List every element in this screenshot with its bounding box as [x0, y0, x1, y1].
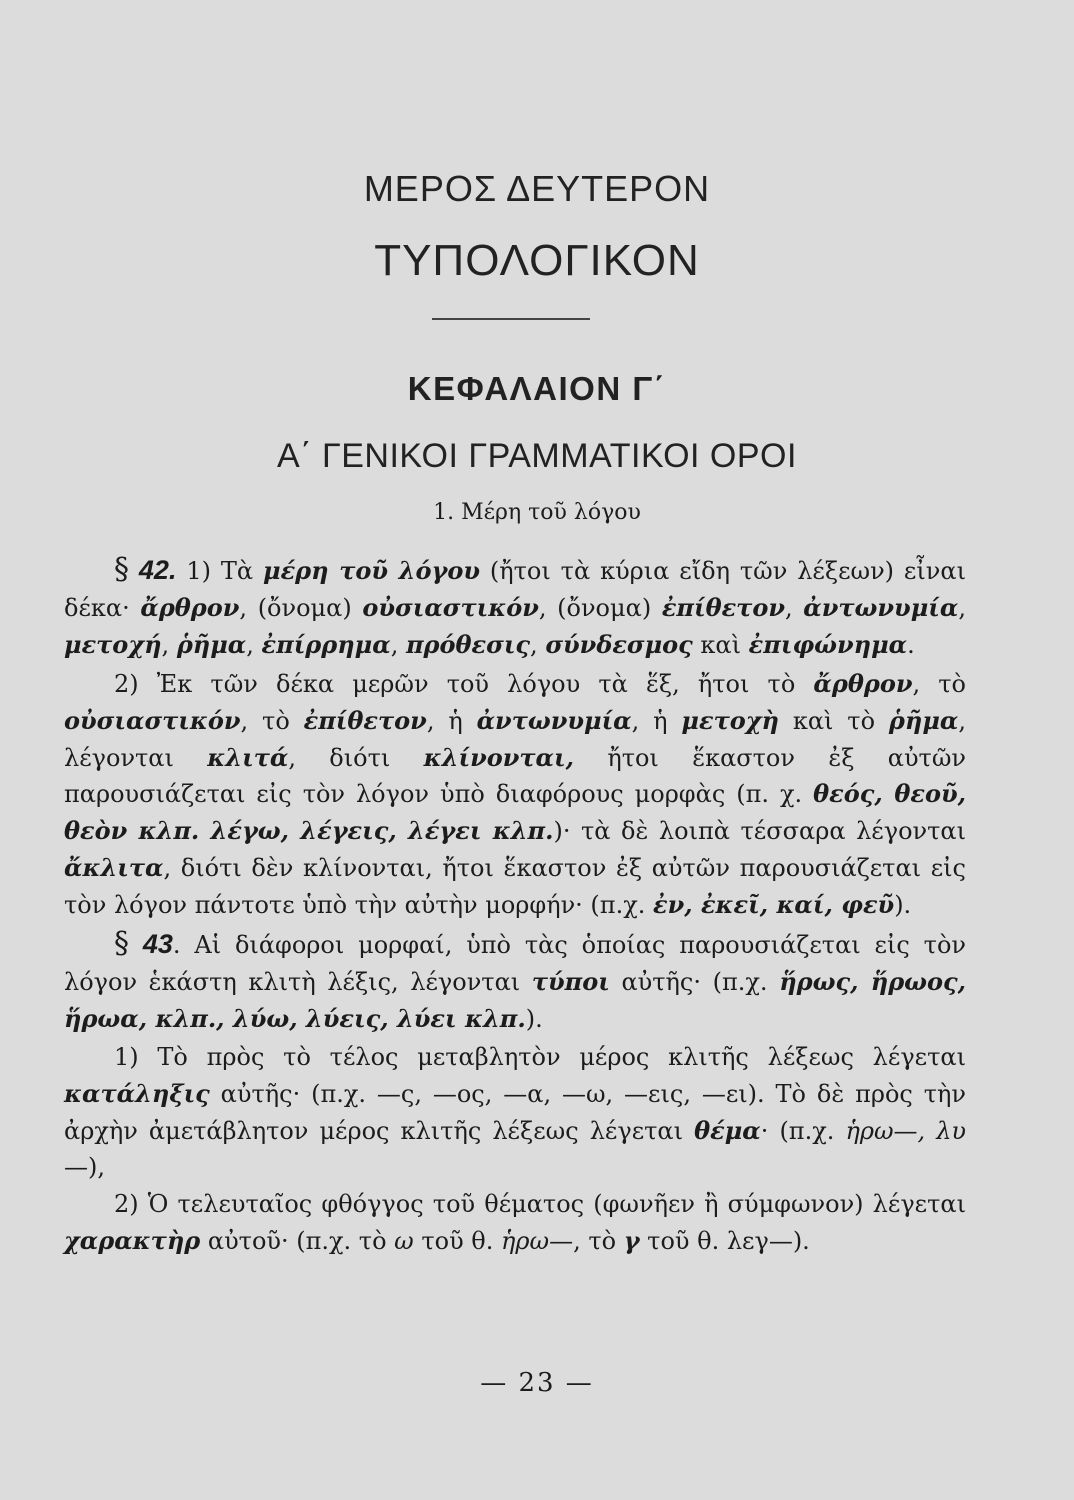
term: μετοχή [64, 629, 162, 659]
term: ἄρθρον [140, 592, 240, 622]
term: ἀντωνυμία [803, 592, 959, 622]
term: ῥῆμα [888, 705, 959, 735]
term: μετοχὴ [681, 705, 779, 735]
example: ἡρω— [501, 1227, 574, 1256]
paragraph-43-1: § 43. Αἱ διάφοροι μορφαί, ὑπὸ τὰς ὁποίας παρουσιάζεται εἰς τὸν λόγον ἑκάστη κλιτὴ λέξις, λέγονται τύποι αὐτῆς· (π.χ. ἥρως, ἥρωος, ἥρωα, κλπ., λύω, λύεις, λύει κλπ.). [64, 926, 967, 1033]
example: ἐν, ἐκεῖ, καί, φεῦ [653, 890, 895, 920]
term: οὐσιαστικόν [64, 705, 241, 735]
term: κατάληξις [64, 1078, 210, 1108]
term: ἐπιφώνημα [748, 629, 908, 659]
term: θέμα [694, 1115, 761, 1145]
example: ἡρω—, λυ— [64, 1116, 967, 1181]
paragraph-43-3: 2) Ὁ τελευταῖος φθόγγος τοῦ θέματος (φωνῆεν ἢ σύμφωνον) λέγεται χαρακτὴρ αὐτοῦ· (π.χ. τὸ ω τοῦ θ. ἡρω—, τὸ γ τοῦ θ. λεγ—). [64, 1190, 966, 1256]
section-sign: § [114, 926, 129, 962]
paragraph-42-2: 2) Ἐκ τῶν δέκα μερῶν τοῦ λόγου τὰ ἕξ, ἤτοι τὸ ἄρθρον, τὸ οὐσιαστικόν, τὸ ἐπίθετον, ἡ ἀντωνυμία, ἡ μετοχὴ καὶ τὸ ῥῆμα, λέγονται κλιτά, διότι κλίνονται, ἤτοι ἕκαστον ἐξ αὐτῶν παρουσιάζεται εἰς τὸν λόγον ὑπὸ διαφόρους μορφὰς (π. χ. θεός, θεοῦ, θεὸν κλπ. λέγω, λέγεις, λέγει κλπ.)· τὰ δὲ λοιπὰ τέσσαρα λέγονται ἄκλιτα, διότι δὲν κλίνονται, ἤτοι ἕκαστον ἐξ αὐτῶν παρουσιάζεται εἰς τὸν λόγον πάντοτε ὑπὸ τὴν αὐτὴν μορφήν· (π.χ. ἐν, ἐκεῖ, καί, φεῦ). [64, 668, 966, 920]
term: ἄρθρον [813, 668, 913, 698]
section-sign: § [114, 552, 129, 587]
section-number: 43 [142, 929, 173, 960]
page-number: — 23 — [480, 1368, 594, 1398]
term: τύποι [531, 966, 610, 996]
paragraph-43-2: 1) Τὸ πρὸς τὸ τέλος μεταβλητὸν μέρος κλιτῆς λέξεως λέγεται κατάληξις αὐτῆς· (π.χ. —ς, —ος, —α, —ω, —εις, —ει). Τὸ δὲ πρὸς τὴν ἀρχὴν ἀμετάβλητον μέρος κλιτῆς λέξεως λέγεται θέμα· (π.χ. ἡρω—, λυ—), [64, 1042, 967, 1181]
term: ἐπίθετον [303, 705, 427, 735]
chapter-heading: ΚΕΦΑΛΑΙΟΝ Γ΄ [407, 370, 667, 407]
part-subtitle: ΤΥΠΟΛΟΓΙΚΟΝ [374, 236, 700, 285]
term: κλιτά [207, 742, 289, 772]
example: γ [623, 1226, 640, 1256]
example: ω [394, 1227, 414, 1256]
sub-heading: 1. Μέρη τοῦ λόγου [433, 500, 641, 525]
term: ἐπίρρημα [261, 629, 391, 659]
term: χαρακτὴρ [64, 1226, 201, 1256]
term: μέρη τοῦ λόγου [263, 556, 480, 585]
section-heading: Α΄ ΓΕΝΙΚΟΙ ΓΡΑΜΜΑΤΙΚΟΙ ΟΡΟΙ [277, 437, 797, 475]
term: οὐσιαστικόν [362, 592, 539, 622]
term: ἐπίθετον [661, 592, 785, 622]
term: ἀντωνυμία [476, 705, 632, 735]
term: ἄκλιτα [64, 853, 164, 883]
body-text [64, 552, 966, 1262]
term: πρόθεσις [405, 629, 531, 659]
term: κλίνονται, [423, 742, 574, 772]
example: θεός, θεοῦ, θεὸν κλπ. λέγω, λέγεις, λέγει κλπ. [64, 779, 966, 846]
example: ἥρως, ἥρωος, ἥρωα, κλπ., λύω, λύεις, λύει κλπ. [64, 966, 967, 1033]
section-number: 42. [138, 555, 177, 585]
part-title: ΜΕΡΟΣ ΔΕΥΤΕΡΟΝ [363, 168, 711, 209]
term: σύνδεσμος [545, 629, 693, 659]
term: ῥῆμα [176, 629, 247, 659]
title-divider [432, 318, 590, 320]
paragraph-42-1: § 42. 1) Τὰ μέρη τοῦ λόγου (ἤτοι τὰ κύρια εἴδη τῶν λέξεων) εἶναι δέκα· ἄρθρον, (ὄνομα) οὐσιαστικόν, (ὄνομα) ἐπίθετον, ἀντωνυμία, μετοχή, ῥῆμα, ἐπίρρημα, πρόθεσις, σύνδεσμος καὶ ἐπιφώνημα. [64, 552, 966, 659]
